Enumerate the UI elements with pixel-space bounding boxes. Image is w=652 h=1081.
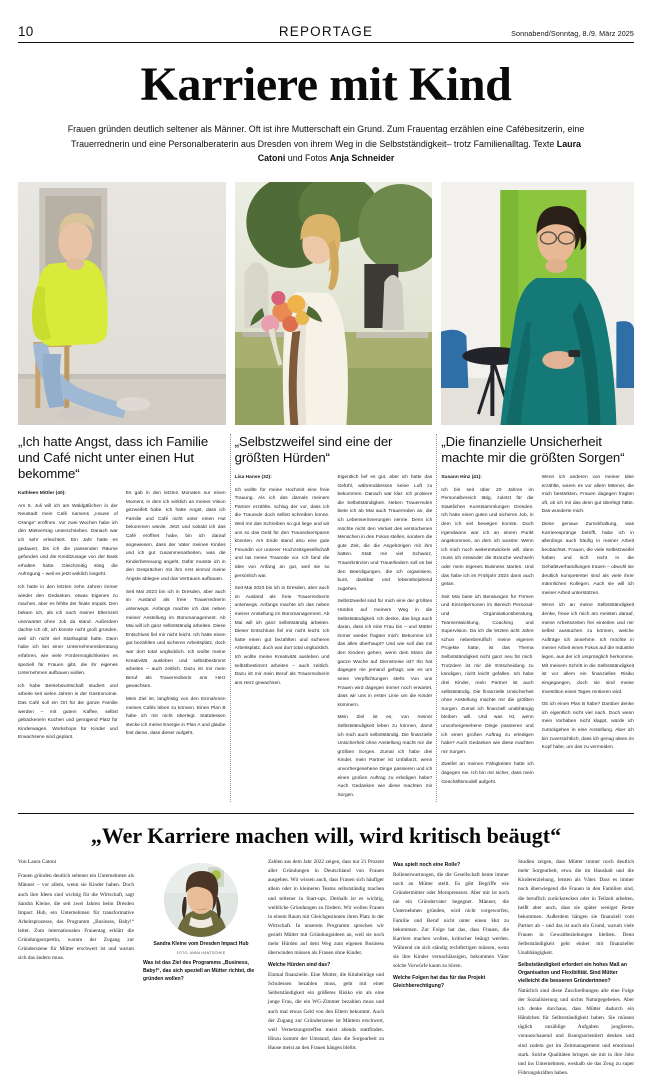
story-3-column-2 [542, 474, 634, 791]
story-3-speaker: Susann Hinz (41): [441, 474, 482, 480]
interview-question-2: Welche Hürden sind das? [268, 962, 331, 969]
story-2-column-1 [235, 474, 330, 805]
interview-answer-5: Natürlich sind diese Zuschreibungen alle eine Folge der Sozialisierung und nichts Naturgegebenes. Aber ich denke durchaus, dass Mütter dadurch ein Händchen für Selbstständigkeit haben. Sie müssen täglich unzählige Aufgaben jonglieren, vorausschauend und lösungsorientiert denken und sind zudem gut im Zeitmanagement und emotional stark. Solche Qualitäten bringen sie mit in ihre Jobs und ins Unternehmen, weshalb sie das Zeug zu super Führungskräften haben. [518, 987, 634, 1076]
photo-3-illustration [441, 182, 634, 425]
story-3-c2-p1: Wenn ich anderen von meiner Idee erzählte, waren es vor allem Männer, die mich bestärkten. Frauen dagegen fragten oft, ob ich mir das denn gut überlegt hätte. Das wunderte mich. [541, 474, 634, 515]
masthead [18, 0, 634, 43]
interview-question-5: Selbstständigkeit erfordert ein hohes Maß an Organisation und Flexibilität. Sind Mütter vielleicht die besseren Gründerinnen? [518, 962, 627, 985]
photo-2-illustration [235, 182, 433, 425]
interview-question-3: Was spielt noch eine Rolle? [393, 862, 461, 869]
page-title: Karriere mit Kind [140, 58, 512, 111]
interview-answer-2: Einmal finanzielle. Eine Mutter, die Kitabeiträge und Schulessen bezahlen muss, geht mit einer Selbstständigkeit ein größeres Risiko ein als eine junge Frau, die ein WG-Zimmer bezahlen muss und auch mal etwas Geld von den Eltern bekommt. Auch der Zugang zur Gründerszene ist Müttern erschwert, weil Vernetzungstreffen meist abends stattfinden. Hinzu kommt der Umstand, dass die Sorgearbeit zu Hause meist an den Frauen hängen bleibt. [268, 972, 384, 1052]
story-1-column-1 [18, 490, 118, 747]
interview-column-3 [268, 858, 384, 1081]
interview-column-5 [518, 858, 634, 1081]
interview-question-1: Was ist das Ziel des Programms „Business, Baby!“, das sich speziell an Mütter richtet, die gründen wollen? [143, 959, 255, 982]
story-susann-hinz [441, 434, 634, 805]
issue-date: Sonnabend/Sonntag, 8./9. März 2025 [511, 29, 634, 38]
story-2-speaker: Lisa Hanse (32): [234, 474, 272, 480]
story-1-columns [18, 490, 226, 747]
interview-byline: Von Laura Catoni [18, 859, 57, 866]
story-1-c2-p3: Mein Ziel ist, langfristig von den Einnahmen meines Cafés leben zu können. Einen Plan B habe ich mir nicht überlegt. Stattdessen stecke ich meine Energie in Plan A und glaube fest daran, dass dieser aufgeht. [125, 697, 226, 737]
story-3-c2-p2: Diese genaue Zurückhaltung, was Karrieresprünge betrifft, habe ich in allerdings auch häufig in meiner Arbeit beobachtet. Frauen, die viele Selbstzweifel haben und sich nicht in die Gehaltsverhandlungen trauen – obwohl sie deutlich kompetenter sind als viele ihrer männlichen Kollegen. Auch sie will ich meiner Arbeit unterstützen. [541, 521, 634, 596]
interview-columns [18, 858, 634, 1081]
story-2-c1-p2: Seit Mai 2023 bin ich in Dresden, aber auch im Ausland als freie Trauerrednerin unterwegs. Anfangs machte ich das neben meiner Anstellung im Büromanagement. Ab Mai will ich ganz selbstständig arbeiten. Dieser Entschluss fiel mir nicht leicht. Ich hatte einen gut bezahlten und sicheren Arbeitsplatz, doch war dort total unglücklich. Ich wollte meine Kreativität ausleben und selbstbestimmt arbeiten – auch zeitlich. Dazu ist mir mein Beruf als Trauerrednerin ans Herz gewachsen. [234, 586, 330, 686]
standfirst-author: Laura Catoni [257, 138, 581, 164]
interview-answer-4: Studien zeigen, dass Mütter immer noch deutlich mehr Sorgearbeit, etwa die im Haushalt und die Kindererziehung, leisten als Väter. Dass es immer noch überwiegend die Frauen in den Familien sind, die beruflich zurückstecken oder in Teilzeit arbeiten, heißt aber auch, dass sie später weniger Rente bekommen. Außerdem hängen sie finanziell vom Partner ab – und das ist auch ein Grund, warum viele Frauen in Gewaltbeziehungen bleiben. Denn Selbstständigkeit geht einher mit finanzieller Unabhängigkeit. [518, 859, 634, 957]
photo-susann-hinz [441, 182, 634, 425]
photo-row [18, 182, 634, 425]
story-3-c1-p1: Ich bin seit über 20 Jahren im Personalbereich tätig, zuletzt für die Staatlichen Kunstsammlungen Dresden. Ich hatte einen guten und sicheren Job, in dem ich viel bewegen konnte. Doch irgendwann war ich an einem Punkt angekommen, an dem ich wusste: Wenn ich mich noch weiterentwickeln will, dann muss ich entweder die Branche wechseln oder mein eigenes Business starten. Und das habe ich im Frühjahr 2024 dann auch getan. [441, 487, 534, 588]
story-3-columns [441, 474, 634, 791]
story-3-c2-p3: Wenn ich an meine Selbstständigkeit denke, freue ich mich am meisten darauf, meine Arbeitszeiten frei einteilen und mir selbst aussuchen zu können, welche Aufträge ich annehme. Ich möchte in meiner Arbeit einen Fokus auf die Industrie legen, aus der ich ursprünglich herkomme. Mit meinem Schritt in die Selbstständigkeit ist vor allem ein finanzielles Risiko eingegangen, doch sie sind meine Investition eines Tages rentieren wird. [541, 603, 634, 695]
portrait-block [143, 863, 259, 956]
interview-column-2 [143, 858, 259, 1081]
story-1-headline: „Ich hatte Angst, dass ich Familie und Café nicht unter einen Hut bekomme“ [18, 433, 209, 481]
portrait-credit: FOTO: ANNA HANTSCHKE [176, 950, 226, 955]
story-2-headline: „Selbstzweifel sind eine der größten Hürden“ [234, 433, 393, 465]
standfirst-line-3: von ihrem Weg in die Selbstständigkeit– trotz Familienalltag. Texte [293, 138, 557, 149]
story-1-c1-p3: Ich habe Betriebswirtschaft studiert und arbeite seit vielen Jahren in der Gastronomie. Das Café soll ein Ort für die ganze Familie werden – mit gutem Kaffee, selbst gebackenem Kuchen und genügend Platz für Kinderwagen. Workshops für Kinder und Erwachsene sind geplant. [18, 683, 118, 741]
interview-headline: „Wer Karriere machen will, wird kritisch beäugt“ [90, 823, 562, 849]
portrait-caption: Sandra Kleine vom Dresden Impact Hub [153, 941, 249, 948]
story-2-c2-p3: Mein Ziel ist es, von meiner Selbstständigkeit leben zu können, damit ich mich auch selbstständig. Die finanzielle Unsicherheit ohne Anstellung macht mir die größten Sorgen. Zumal ich habe drei Kinder, mein Partner ist Unfallarzt, wenn unvorhergesehene Dinge passieren und ich einen großen Auftrag zu erledigen habe? Auch Gedanken wie diese machten mir Sorgen. [337, 715, 433, 798]
standfirst-line-2: Cafébesitzerin, eine Trauerrednerin und eine Personalberaterin aus Dresden [71, 124, 585, 149]
interview-answer-3: Rollenerwartungen, die die Gesellschaft heute immer noch an Mütter stellt. Es gibt Begriffe wie Gründermütter oder Mompreneurs. Aber mir ist noch nie ein Gründervater begegnet. Männer, die Unternehmen gründen, wird nicht vorgeworfen, Familie und Beruf nicht unter einen Hut zu bekommen. Zur Folge hat das, dass Frauen, die Karriere machen wollen, kritischer beäugt werden. Während sie sich ständig rechtfertigen müssen, wenn sie ihre Kinder vernachlässigen, bekommen Väter solche Vorwürfe kaum zu hören. [393, 871, 509, 970]
story-3-c1-p3: Zweifel an meinen Fähigkeiten hatte ich dagegen nie. Ich bin mir sicher, dass mein Geschäftsmodell aufgeht. [441, 762, 534, 785]
interview-intro: Frauen gründen deutlich seltener ein Unternehmen als Männer – vor allem, wenn sie Kinder haben. Doch auch ihre Ideen sind wichtig für die Wirtschaft, sagt Sandra Kleine, die seit zwei Jahren beim Dresden Impact Hub, ein Unternehmen für transformative Arbeitsprozesse, das Programm „Business, Baby!“ leitet. Zum internationalen Frauentag erklärt die Gründungsexpertin, warum der Zugang zur Gründerszene für Mütter erschwert ist und warum sich das ändern muss. [18, 873, 134, 962]
interview-column-1 [18, 858, 134, 1081]
photo-lisa-hanse [235, 182, 433, 425]
portrait-sandra-kleine [164, 863, 238, 937]
masthead-inner [18, 24, 634, 39]
interview-question-4: Welche Folgen hat das für das Projekt Gleichberechtigung? [393, 975, 486, 990]
story-1-c1-p2: Ich hatte in den letzten zehn Jahren immer wieder den Gedanken, etwas Eigenes zu machen, aber es fehlte der finale Impuls. Den bekam ich, als ich nach meiner Elternzeit unerwartet ohne Job da stand. Außerdem dachte ich oft, ich könnte nicht groß gründen, weil ich nicht viel Startkapital hatte. Dann habe ich bei einer Unternehmensberatung erfahren, wie viele Fördermöglichkeiten es speziell für Frauen gibt, die ihr eigenes Unternehmen aufbauen wollen. [18, 585, 118, 677]
interview-column-4 [393, 858, 509, 1081]
standfirst-line-1: Frauen gründen deutlich seltener als Männer. Oft ist ihre Mutterschaft ein Grund. Zum Frauentag erzählen eine [67, 124, 504, 135]
page-folio: 10 [18, 24, 34, 39]
story-2-c1-p1: Ich wollte für meine Hochzeit eine freie Trauung. Als ich das damals meinem Partner erzählte, schlug der vor, dass ich die Traurede doch selbst schreiben könne. Weil mir das Schreiben so gut liege und wir uns so das Geld für den Traurednersparen könnten. Am Ende stand also eine gute Freundin vor unserer Hochzeitsgesellschaft und las meine Traurede vor. Ich fand die Idee von Anfang an gut, weil sie so persönlich war. [234, 487, 330, 579]
story-kathleen-mittler [18, 434, 226, 805]
story-3-c2-p4: Ob ich einen Plan B habe? Darüber denke ich eigentlich nicht viel nach. Doch wenn mein Vorhaben nicht klappt, würde ich zurückgehen in eine Anstellung. Aber ich bin zuversichtlich, dass ich genug Ideen im Kopf habe, um das zu vermeiden. [541, 702, 634, 751]
photo-kathleen-mittler [18, 182, 226, 425]
story-2-c2-p2: Selbstzweifel sind für mich eine der größten Hürden auf meinem Weg in die Selbstständigkeit. Ich denke, das liegt auch daran, dass ich eine Frau bin – und Mütter immer wieder fragten mich: Bekomme ich das alles überhaupt? Und wie soll das mit den Kindern gehen, wenn dein Mann die ganze Woche auf Dienstreise ist? Ihn hat dagegen nie jemand gefragt, wie es um seine Verpflichtungen steht. Von uns Frauen wird dagegen immer noch erwartet, dass wir uns in erster Linie um die Kinder kümmern. [337, 599, 433, 708]
story-3-column-1 [441, 474, 533, 791]
story-3-c1-p2: Seit Mai biete ich Beratungen für Firmen und Einzelpersonen im Bereich Personal- und Organisationsberatung, Teamentwicklung, Coaching und Supervision. Da ich die letzten acht Jahre schon nebenberuflich meine eigenen Projekte hatte, ist das Thema Selbstständigkeit nicht ganz neu für mich. Trotzdem ist mir die Entscheidung zu kündigen, nicht leicht gefallen. Ich habe drei Kinder, mein Partner ist auch selbstständig. Die finanzielle Unsicherheit ohne Anstellung machte mir die größten Sorgen. Zumal ich finanziell unabhängig bleiben will. Und was ist, wenn unvorhergesehene Dinge passieren und ich einen großen Auftrag zu erledigen habe? Auch Gedanken wie diese machten mir Sorgen. [441, 594, 534, 755]
story-1-c1-p1: Am 5. Juli will ich am Waldgäßchen in der Neustadt mein Café namens „House of Orange“ eröffnen. Vor zwei Wochen habe ich den Mietvertrag unterschrieben. Danach war ich sehr erleichtert. Ein Jahr hatte es gedauert, bis ich die passenden Räume gefunden und die Kreditzusage von der Bank erhalten hatte. Gleichzeitig stieg die Aufregung – weil es jetzt wirklich losgeht. [18, 503, 118, 578]
story-3-headline: „Die finanzielle Unsicherheit machte mir die größten Sorgen“ [441, 433, 625, 465]
story-1-column-2 [126, 490, 226, 747]
standfirst [66, 122, 586, 165]
story-1-c2-p2: Seit Mai 2023 bin ich in Dresden, aber auch im Ausland als freie Trauerrednerin unterwegs. Anfangs machte ich das neben meiner Anstellung im Büromanagement. Ab Mai will ich ganz selbstständig arbeiten. Diese Entschluss fiel mir nicht leicht. Ich hatte einen gut bezahlten und sicheren Arbeitsplatz, doch war dort total unglücklich. Ich wollte meine Kreativität ausleben und selbstbestimmt arbeiten – auch zeitlich. Dazu ist mir mein Beruf als Trauerrednerin ans Herz gewachsen. [125, 589, 226, 690]
standfirst-photographer: Anja Schneider [329, 153, 395, 164]
story-1-c2-p1: Es gab in den letzten Monaten nur einen Moment, in dem ich wirklich an meiner Vision gezweifelt habe. Ich hatte Angst, dass ich Familie und Café nicht unter einen Hut bekommen würde. Jetzt und sobald ich das Café eröffnet habe, bin ich darauf angewiesen, dass der Vater meines Kindes und ich gut zusammenarbeiten, was die Kinderbetreuung angeht. Dafür musste ich in den Gesprächen mit ihm erst einmal meine Ängste ablegen und das Vertrauen aufbauen. [125, 490, 226, 583]
stories-row [18, 434, 634, 805]
interview-divider [18, 813, 634, 814]
section-name: REPORTAGE [278, 24, 374, 39]
story-2-columns [235, 474, 433, 805]
story-1-speaker: Kathleen Mittler (40): [18, 490, 66, 496]
story-lisa-hanse [235, 434, 433, 805]
interview-answer-1: Zahlen aus dem Jahr 2022 zeigen, dass nur 21 Prozent aller Gründungen in Deutschland von Frauen ausgehen. Wir wissen auch, dass Frauen sich häufiger allein oder in kleineren Teams selbstständig machen und seltener in Start-ups. Deshalb ist es wichtig, weibliche Gründungen zu fördern. Wir wollen Frauen in einem Raum mit Gleichgesinnten ihren Platz in der Wirtschaft. In unserem Programm sprechen wir gezielt Mütter mit Gründungsideen an, weil sie noch mehr Hürden auf dem Weg zum eigenen Business überwinden müssen als Frauen ohne Kinder. [268, 859, 384, 957]
standfirst-line-3-mid: und Fotos [285, 153, 330, 164]
story-2-c2-p1: Eigentlich lief es gut, aber ich hatte das Gefühl, währenddessen keine Luft zu bekommen. Danach war klar: Ich probiere die Selbstständigkeit. Neben Trauerreden biete ich ab Mai auch Trauerreden an, die ich Lebenserinnerungen nenne. Denn ich möchte nicht den Verlust des verstorbenen Menschen in den Fokus stellen, sondern die gute Zeit, die die Angehörigen mit ihm hatten. Statt mit viel Schwarz, Trauerkränzen und Trauerliedern soll es bei den Beerdigungen, die ich organisiere, bunt, dankbar und lebensbejahend zugehen. [337, 474, 433, 592]
photo-1-illustration [18, 182, 226, 425]
story-2-column-2 [337, 474, 432, 805]
portrait-illustration [164, 863, 238, 937]
